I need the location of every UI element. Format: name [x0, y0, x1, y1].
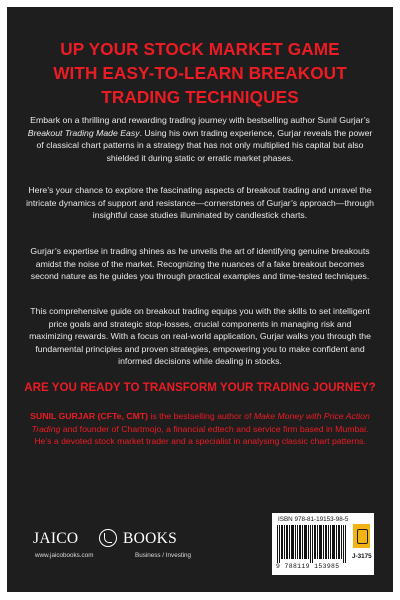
- price-tag-icon: [353, 524, 370, 548]
- headline: [19, 37, 381, 109]
- barcode-digits: 9 788119 153985: [276, 563, 340, 570]
- author-bio: [26, 410, 374, 448]
- barcode-icon: [276, 525, 350, 563]
- author-bio-text: and founder of Chartmojo, a financial edtech and service firm based in Mumbai. He’s a devoted stock market trader and a specialist in analysing classic chart patterns.: [34, 423, 369, 447]
- headline-line-1: UP YOUR STOCK MARKET GAME: [60, 39, 340, 59]
- isbn-label: ISBN 978-81-19153-98-5: [278, 516, 349, 523]
- book-title: Breakout Trading Made Easy: [27, 127, 140, 138]
- blurb-paragraph-3: Gurjar’s expertise in trading shines as he unveils the art of identifying genuine breakouts amidst the noise of the market. Recognizing the nuances of a fake breakout becomes second nature as he guides you through practical examples and time-tested techniques.: [30, 246, 370, 282]
- publisher-logo-icon: [99, 529, 117, 547]
- blurb-text: . Using his own trading experience, Gurjar reveals the power of classical chart patterns in a strategy that has not only multiplied his capital but also shielded it during static or erratic market phases.: [36, 127, 373, 163]
- publisher-website: www.jaicobooks.com: [35, 552, 94, 559]
- publisher-name-right: BOOKS: [123, 530, 178, 547]
- publisher-block: [33, 527, 203, 573]
- publisher-name-left: JAICO: [33, 530, 79, 547]
- call-to-action-question: ARE YOU READY TO TRANSFORM YOUR TRADING JOURNEY?: [24, 381, 376, 394]
- book-category: Business / Investing: [135, 552, 192, 559]
- blurb-paragraph-4: This comprehensive guide on breakout trading equips you with the skills to set intelligent price goals and strategic stop-losses, crucial components in managing risk and maximizing rewards. With a focus on real-world application, Gurjar walks you through the fundamental principles and proven strategies, empowering you to make confident and informed decisions while dealing in stocks.: [29, 306, 371, 367]
- author-bio-text: is the bestselling author of: [148, 411, 254, 421]
- book-code: J-3175: [352, 553, 372, 560]
- blurb-paragraph-1: [26, 114, 374, 164]
- blurb-text: Embark on a thrilling and rewarding trading journey with bestselling author Sunil Gurjar’s: [30, 115, 370, 125]
- headline-line-3: TRADING TECHNIQUES: [101, 87, 299, 107]
- author-name: SUNIL GURJAR (CFTe, CMT): [30, 411, 149, 421]
- back-cover: [7, 7, 393, 592]
- blurb-paragraph-2: Here’s your chance to explore the fascinating aspects of breakout trading and unravel the intricate dynamics of support and resistance—cornerstones of Gurjar’s approach—through insightful case studies illuminated by candlestick charts.: [26, 185, 374, 221]
- barcode-panel: [272, 513, 374, 575]
- headline-line-2: WITH EASY-TO-LEARN BREAKOUT: [53, 63, 347, 83]
- previous-book-title: Make Money with Price Action Trading: [31, 411, 370, 434]
